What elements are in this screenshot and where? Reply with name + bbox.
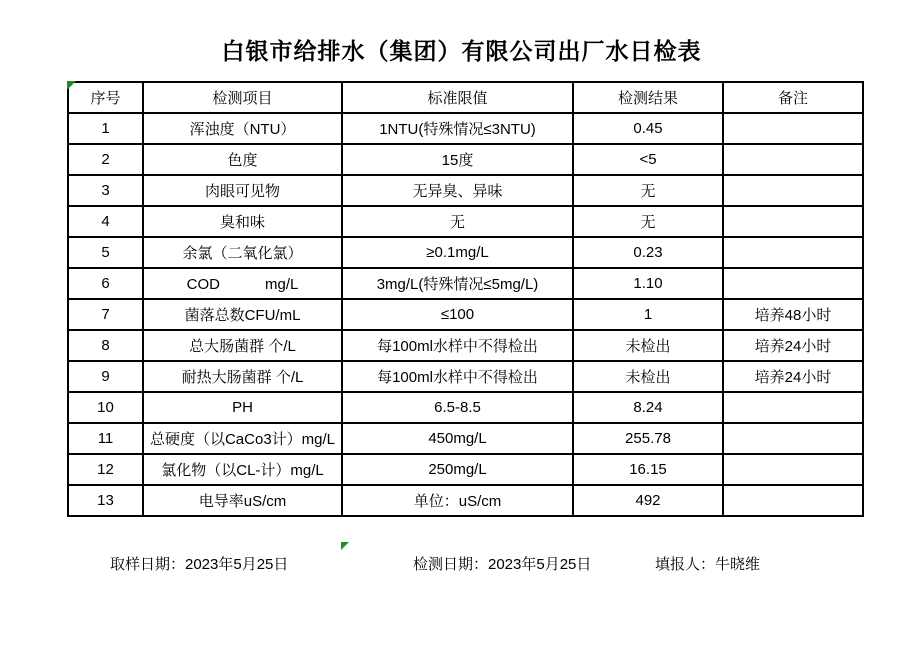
inspection-table <box>67 81 864 517</box>
cell-no: 5 <box>68 237 143 268</box>
cell-result: <5 <box>573 144 723 175</box>
cell-remark <box>723 454 863 485</box>
cell-item: 臭和味 <box>143 206 342 237</box>
cell-item: 耐热大肠菌群 个/L <box>143 361 342 392</box>
cell-no: 13 <box>68 485 143 516</box>
cell-no: 6 <box>68 268 143 299</box>
cell-remark <box>723 423 863 454</box>
cell-no: 3 <box>68 175 143 206</box>
cell-item: 浑浊度（NTU） <box>143 113 342 144</box>
cell-standard: 每100ml水样中不得检出 <box>342 330 573 361</box>
cell-remark <box>723 144 863 175</box>
table-row <box>68 361 863 392</box>
cell-item: 菌落总数CFU/mL <box>143 299 342 330</box>
cell-standard: 每100ml水样中不得检出 <box>342 361 573 392</box>
cell-no: 12 <box>68 454 143 485</box>
cell-remark: 培养24小时 <box>723 330 863 361</box>
table-row <box>68 113 863 144</box>
cell-no: 10 <box>68 392 143 423</box>
cell-item: 色度 <box>143 144 342 175</box>
cell-item: PH <box>143 392 342 423</box>
excel-green-corner-triangle-icon <box>67 81 76 90</box>
cell-item: 总硬度（以CaCo3计）mg/L <box>143 423 342 454</box>
cell-no: 9 <box>68 361 143 392</box>
header-row <box>68 82 863 113</box>
cell-result: 1 <box>573 299 723 330</box>
cell-remark <box>723 237 863 268</box>
page-title: 白银市给排水（集团）有限公司出厂水日检表 <box>221 38 702 64</box>
cell-result: 8.24 <box>573 392 723 423</box>
table-row <box>68 299 863 330</box>
cell-result: 1.10 <box>573 268 723 299</box>
cell-result: 未检出 <box>573 361 723 392</box>
cell-no: 4 <box>68 206 143 237</box>
cell-remark <box>723 485 863 516</box>
cell-remark <box>723 392 863 423</box>
cell-result: 0.23 <box>573 237 723 268</box>
col-header-no: 序号 <box>68 82 143 113</box>
reporter-label: 填报人：牛晓维 <box>655 556 761 573</box>
table-row <box>68 454 863 485</box>
cell-no: 7 <box>68 299 143 330</box>
cell-remark <box>723 113 863 144</box>
cell-result: 255.78 <box>573 423 723 454</box>
cell-standard: ≤100 <box>342 299 573 330</box>
col-header-item: 检测项目 <box>143 82 342 113</box>
table-row <box>68 423 863 454</box>
table-row <box>68 392 863 423</box>
cell-standard: 无异臭、异味 <box>342 175 573 206</box>
table-row <box>68 206 863 237</box>
cell-result: 492 <box>573 485 723 516</box>
cell-result: 未检出 <box>573 330 723 361</box>
cell-standard: 250mg/L <box>342 454 573 485</box>
cell-no: 8 <box>68 330 143 361</box>
cell-standard: 450mg/L <box>342 423 573 454</box>
cell-item: 电导率uS/cm <box>143 485 342 516</box>
sample-date-label: 取样日期：2023年5月25日 <box>110 556 289 573</box>
cell-no: 2 <box>68 144 143 175</box>
cell-remark <box>723 175 863 206</box>
cell-result: 16.15 <box>573 454 723 485</box>
cell-remark: 培养48小时 <box>723 299 863 330</box>
cell-remark: 培养24小时 <box>723 361 863 392</box>
cell-standard: 6.5-8.5 <box>342 392 573 423</box>
cell-standard: 15度 <box>342 144 573 175</box>
cell-item: 余氯（二氧化氯） <box>143 237 342 268</box>
cell-result: 无 <box>573 206 723 237</box>
excel-green-fill-handle-icon <box>341 542 349 550</box>
cell-standard: 单位：uS/cm <box>342 485 573 516</box>
cell-remark <box>723 206 863 237</box>
table-row <box>68 268 863 299</box>
table-row <box>68 330 863 361</box>
cell-item: 氯化物（以CL-计）mg/L <box>143 454 342 485</box>
cell-remark <box>723 268 863 299</box>
col-header-remark: 备注 <box>723 82 863 113</box>
footer <box>67 553 862 577</box>
col-header-result: 检测结果 <box>573 82 723 113</box>
cell-no: 11 <box>68 423 143 454</box>
cell-no: 1 <box>68 113 143 144</box>
col-header-standard: 标准限值 <box>342 82 573 113</box>
cell-item: 肉眼可见物 <box>143 175 342 206</box>
cell-standard: 3mg/L(特殊情况≤5mg/L) <box>342 268 573 299</box>
cell-result: 无 <box>573 175 723 206</box>
cell-standard: 1NTU(特殊情况≤3NTU) <box>342 113 573 144</box>
cell-result: 0.45 <box>573 113 723 144</box>
cell-standard: ≥0.1mg/L <box>342 237 573 268</box>
test-date-label: 检测日期：2023年5月25日 <box>413 556 592 573</box>
table-row <box>68 237 863 268</box>
cell-item: 总大肠菌群 个/L <box>143 330 342 361</box>
table-row <box>68 175 863 206</box>
cell-standard: 无 <box>342 206 573 237</box>
cell-item: COD mg/L <box>143 268 342 299</box>
table-row <box>68 485 863 516</box>
table-row <box>68 144 863 175</box>
